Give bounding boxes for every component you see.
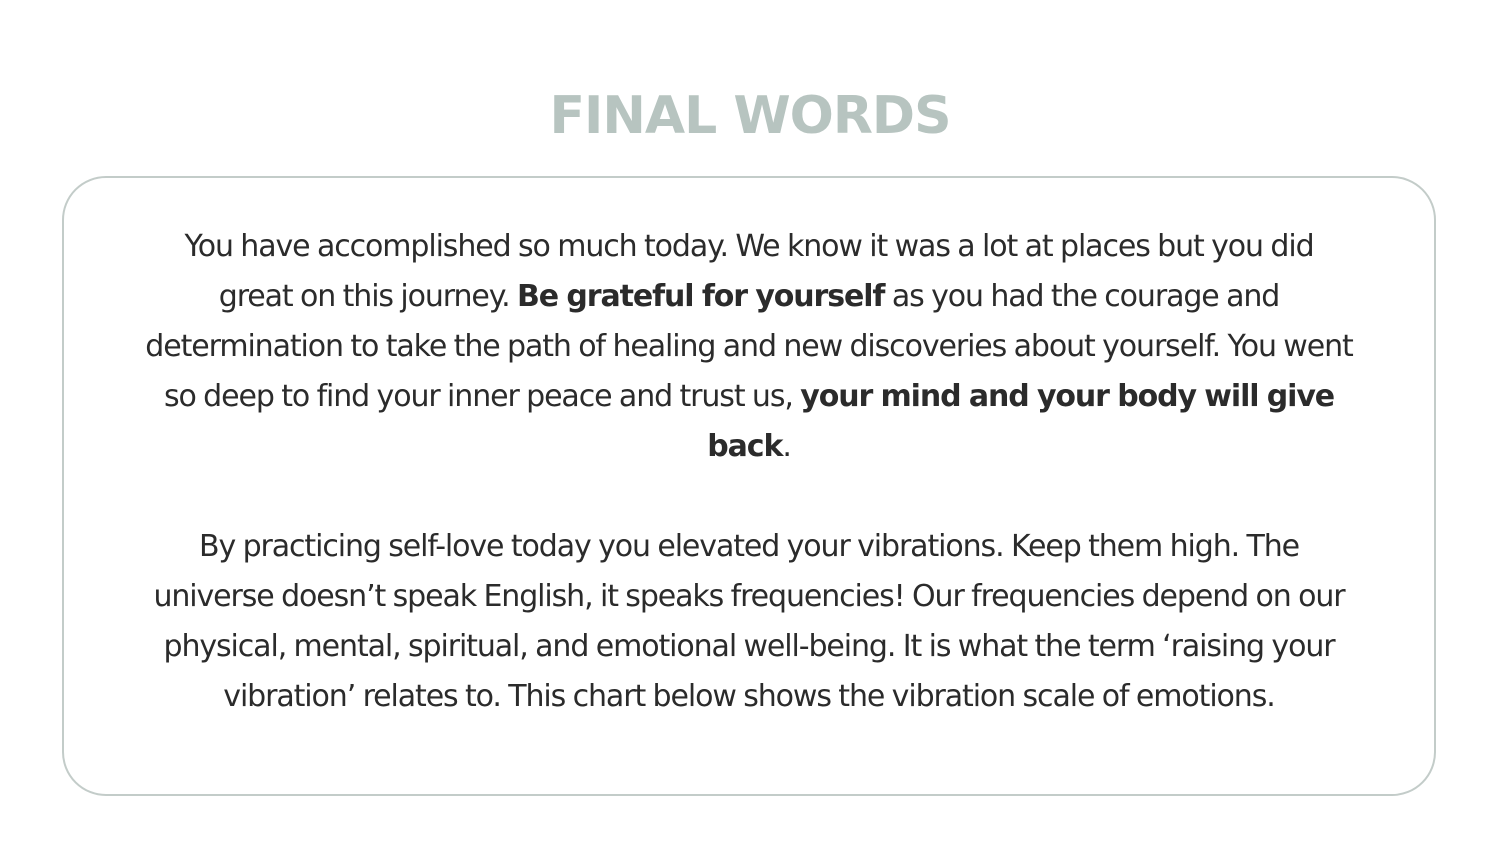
intro-text-part-2: as you had the courage and determination to take the path of healing and new discoveries about yourself. You went so deep to find your inner peace and trust us, — [145, 279, 1353, 414]
content-box — [62, 176, 1436, 796]
intro-text-part-1: You have accomplished so much today. We know it was a lot at places but you did great on this journey. — [184, 229, 1314, 314]
mind-body-emphasis: your mind and your body will give back — [707, 379, 1335, 464]
vibration-paragraph: By practicing self-love today you elevated your vibrations. Keep them high. The universe doesn’t speak English, it speaks frequencies! Our frequencies depend on our physical, mental, spiritual, and emotional well-being. It is what the term ‘raising your vibration’ relates to. This chart below shows the vibration scale of emotions. — [153, 529, 1345, 714]
page-title: FINAL WORDS — [549, 86, 951, 146]
intro-paragraph — [144, 222, 1354, 472]
grateful-emphasis: Be grateful for yourself — [517, 279, 885, 314]
intro-text-part-3: . — [782, 429, 791, 464]
